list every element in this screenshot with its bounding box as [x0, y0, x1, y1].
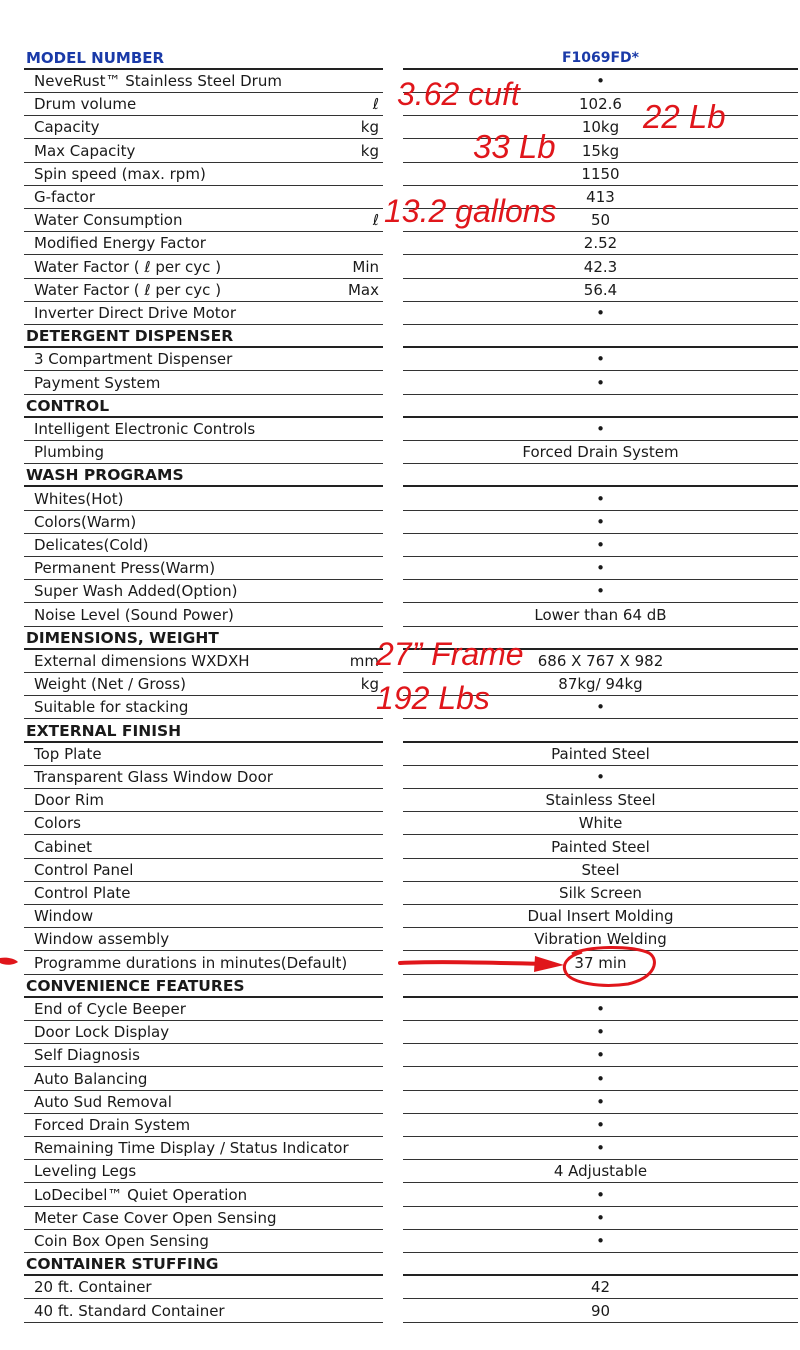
label-cell: [24, 395, 383, 418]
table-row: [0, 348, 800, 371]
spec-value: 2.52: [583, 234, 618, 253]
table-row: [0, 302, 800, 325]
value-cell: [403, 372, 798, 395]
spec-value: •: [596, 1000, 605, 1018]
label-cell: [24, 163, 383, 186]
spec-value: •: [596, 1023, 605, 1042]
spec-unit: Min: [352, 257, 379, 276]
value-cell: [403, 256, 798, 279]
spec-label: Door Lock Display: [34, 1023, 170, 1042]
spec-value: Silk Screen: [559, 884, 642, 902]
spec-label: NeveRust™ Stainless Steel Drum: [34, 72, 282, 90]
spec-value: •: [596, 698, 605, 717]
spec-label: Control Panel: [34, 860, 134, 879]
section-header-row: [0, 395, 800, 418]
spec-label: Window assembly: [34, 930, 170, 949]
label-cell: [24, 604, 383, 627]
spec-value: •: [596, 768, 605, 786]
spec-value: 686 X 767 X 982: [537, 652, 664, 670]
model-header-label-cell: [24, 47, 383, 70]
table-row: [0, 1091, 800, 1114]
table-row: [0, 140, 800, 163]
spec-label: 3 Compartment Dispenser: [34, 350, 233, 369]
spec-value: •: [596, 373, 605, 392]
section-header-row: [0, 975, 800, 998]
spec-value: 10kg: [581, 118, 620, 137]
table-row: [0, 488, 800, 511]
table-row: [0, 163, 800, 186]
table-row: [0, 743, 800, 766]
value-cell: [403, 905, 798, 928]
label-cell: [24, 1021, 383, 1044]
table-row: [0, 812, 800, 835]
label-cell: [24, 418, 383, 441]
label-cell: [24, 557, 383, 580]
spec-value: 42.3: [583, 257, 618, 276]
table-row: [0, 952, 800, 975]
label-cell: [24, 302, 383, 325]
spec-value: •: [596, 304, 605, 322]
value-cell: [403, 395, 798, 418]
spec-value: 87kg/ 94kg: [558, 675, 643, 694]
value-cell: [403, 557, 798, 580]
spec-unit: kg: [360, 141, 379, 160]
label-cell: [24, 93, 383, 116]
section-header-row: [0, 1253, 800, 1276]
table-row: [0, 1044, 800, 1067]
spec-value: Forced Drain System: [522, 443, 679, 462]
spec-value: •: [596, 1069, 605, 1088]
section-title: EXTERNAL FINISH: [26, 721, 182, 740]
spec-label: External dimensions WXDXH: [34, 652, 250, 670]
table-row: [0, 1230, 800, 1253]
spec-value: 42: [590, 1278, 611, 1297]
value-cell: [403, 279, 798, 302]
spec-label: Intelligent Electronic Controls: [34, 420, 256, 438]
table-row: [0, 766, 800, 789]
model-number-label: MODEL NUMBER: [26, 49, 165, 67]
label-cell: [24, 325, 383, 348]
label-cell: [24, 186, 383, 209]
spec-value: •: [596, 512, 605, 531]
label-cell: [24, 511, 383, 534]
spec-label: Auto Sud Removal: [34, 1092, 172, 1111]
spec-label: Colors(Warm): [34, 512, 137, 531]
label-cell: [24, 232, 383, 255]
spec-label: Window: [34, 907, 94, 926]
spec-value: Stainless Steel: [545, 791, 656, 810]
spec-label: Control Plate: [34, 884, 131, 902]
spec-label: Noise Level (Sound Power): [34, 605, 234, 624]
spec-value: •: [596, 1232, 605, 1250]
label-cell: [24, 1253, 383, 1276]
spec-label: Whites(Hot): [34, 489, 124, 508]
label-cell: [24, 534, 383, 557]
label-cell: [24, 256, 383, 279]
spec-value: 4 Adjustable: [553, 1162, 648, 1181]
spec-label: 20 ft. Container: [34, 1278, 152, 1297]
label-cell: [24, 1137, 383, 1160]
spec-label: Forced Drain System: [34, 1116, 191, 1134]
value-cell: [403, 975, 798, 998]
spec-value: •: [596, 536, 605, 554]
spec-value: Vibration Welding: [534, 930, 667, 949]
spec-value: •: [596, 1139, 605, 1158]
spec-value: 413: [586, 188, 615, 206]
value-cell: [403, 1276, 798, 1299]
spec-label: Weight (Net / Gross): [34, 675, 186, 694]
label-cell: [24, 488, 383, 511]
value-cell: [403, 348, 798, 371]
label-cell: [24, 441, 383, 464]
label-cell: [24, 882, 383, 905]
table-row: [0, 534, 800, 557]
value-cell: [403, 859, 798, 882]
spec-value: 15kg: [581, 141, 620, 160]
spec-value: •: [596, 1208, 605, 1227]
label-cell: [24, 859, 383, 882]
value-cell: [403, 140, 798, 163]
label-cell: [24, 580, 383, 603]
value-cell: [403, 720, 798, 743]
label-cell: [24, 836, 383, 859]
spec-unit: ℓ: [372, 211, 379, 230]
spec-label: Water Factor ( ℓ per cyc ): [34, 280, 222, 299]
table-row: [0, 1184, 800, 1207]
annotation-water: 13.2 gallons: [384, 193, 557, 229]
spec-label: Suitable for stacking: [34, 698, 189, 717]
spec-value: 50: [590, 211, 611, 230]
table-row: [0, 1021, 800, 1044]
value-cell: [403, 743, 798, 766]
spec-label: Meter Case Cover Open Sensing: [34, 1208, 277, 1227]
table-row: [0, 604, 800, 627]
spec-label: Door Rim: [34, 791, 105, 810]
table-row: [0, 998, 800, 1021]
spec-unit: kg: [360, 118, 379, 137]
spec-value: •: [596, 350, 605, 369]
label-cell: [24, 372, 383, 395]
table-row: [0, 256, 800, 279]
value-cell: [403, 882, 798, 905]
table-row: [0, 1300, 800, 1323]
spec-label: Water Factor ( ℓ per cyc ): [34, 257, 222, 276]
value-cell: [403, 1137, 798, 1160]
spec-value: •: [596, 1185, 605, 1204]
spec-label: Inverter Direct Drive Motor: [34, 304, 237, 322]
table-row: [0, 557, 800, 580]
spec-value: •: [596, 559, 605, 578]
value-cell: [403, 1160, 798, 1183]
value-cell: [403, 302, 798, 325]
value-cell: [403, 1068, 798, 1091]
spec-label: End of Cycle Beeper: [34, 1000, 186, 1018]
spec-label: Modified Energy Factor: [34, 234, 206, 253]
value-cell: [403, 1021, 798, 1044]
value-cell: [403, 534, 798, 557]
table-row: [0, 1068, 800, 1091]
table-row: [0, 418, 800, 441]
table-row: [0, 441, 800, 464]
value-cell: [403, 511, 798, 534]
spec-label: Coin Box Open Sensing: [34, 1232, 209, 1250]
label-cell: [24, 1207, 383, 1230]
spec-value: •: [596, 1046, 605, 1065]
spec-value: 56.4: [583, 280, 618, 299]
label-cell: [24, 1044, 383, 1067]
model-number-value: F1069FD*: [561, 50, 640, 66]
table-row: [0, 928, 800, 951]
label-cell: [24, 1068, 383, 1091]
value-cell: [403, 952, 798, 975]
value-cell: [403, 1253, 798, 1276]
table-row: [0, 1160, 800, 1183]
label-cell: [24, 812, 383, 835]
spec-label: LoDecibel™ Quiet Operation: [34, 1185, 248, 1204]
label-cell: [24, 1276, 383, 1299]
label-cell: [24, 1184, 383, 1207]
value-cell: [403, 1207, 798, 1230]
label-cell: [24, 952, 383, 975]
spec-value: •: [596, 1116, 605, 1134]
spec-value: Dual Insert Molding: [527, 907, 674, 926]
spec-value: 102.6: [579, 95, 622, 114]
spec-label: Top Plate: [34, 744, 102, 763]
table-row: [0, 859, 800, 882]
label-cell: [24, 1160, 383, 1183]
value-cell: [403, 766, 798, 789]
spec-label: G-factor: [34, 188, 95, 206]
label-cell: [24, 1300, 383, 1323]
spec-value: Painted Steel: [551, 837, 650, 856]
spec-label: Delicates(Cold): [34, 536, 149, 554]
annotation-max-capacity: 33 Lb: [473, 128, 556, 165]
section-title: DIMENSIONS, WEIGHT: [26, 628, 219, 647]
table-row: [0, 836, 800, 859]
spec-value: •: [596, 582, 605, 601]
value-cell: [403, 441, 798, 464]
table-row: [0, 882, 800, 905]
section-header-row: [0, 720, 800, 743]
value-cell: [403, 1300, 798, 1323]
label-cell: [24, 998, 383, 1021]
value-cell: [403, 604, 798, 627]
label-cell: [24, 905, 383, 928]
spec-label: Programme durations in minutes(Default): [34, 953, 348, 972]
section-header-row: [0, 464, 800, 487]
model-header-row: [0, 47, 800, 70]
spec-label: Spin speed (max. rpm): [34, 164, 206, 183]
label-cell: [24, 975, 383, 998]
spec-value: 1150: [581, 164, 620, 183]
table-row: [0, 580, 800, 603]
spec-label: Permanent Press(Warm): [34, 559, 216, 578]
annotation-weight: 192 Lbs: [376, 680, 490, 716]
spec-label: Max Capacity: [34, 141, 136, 160]
spec-unit: ℓ: [372, 95, 379, 114]
annotation-drum-volume: 3.62 cuft: [397, 76, 520, 112]
spec-value: Lower than 64 dB: [534, 605, 667, 624]
value-cell: [403, 232, 798, 255]
spec-value: •: [596, 72, 605, 90]
annotation-capacity: 22 Lb: [643, 98, 726, 135]
spec-value: •: [596, 1092, 605, 1111]
spec-label: Auto Balancing: [34, 1069, 148, 1088]
annotation-frame: 27” Frame: [376, 636, 524, 672]
label-cell: [24, 140, 383, 163]
label-cell: [24, 1114, 383, 1137]
table-row: [0, 1276, 800, 1299]
spec-unit: Max: [347, 280, 379, 299]
spec-value: 37 min: [574, 953, 627, 972]
value-cell: [403, 163, 798, 186]
value-cell: [403, 418, 798, 441]
label-cell: [24, 279, 383, 302]
label-cell: [24, 1230, 383, 1253]
section-title: CONVENIENCE FEATURES: [26, 976, 245, 995]
model-header-value-cell: [403, 47, 798, 70]
value-cell: [403, 1114, 798, 1137]
section-title: CONTAINER STUFFING: [26, 1255, 219, 1274]
table-row: [0, 1114, 800, 1137]
spec-label: Super Wash Added(Option): [34, 582, 238, 601]
spec-value: Painted Steel: [551, 744, 650, 763]
label-cell: [24, 627, 383, 650]
section-title: CONTROL: [26, 396, 110, 415]
spec-label: Payment System: [34, 373, 161, 392]
spec-unit: mm: [349, 652, 379, 670]
spec-label: Transparent Glass Window Door: [34, 768, 273, 786]
value-cell: [403, 1091, 798, 1114]
spec-value: •: [596, 420, 605, 438]
label-cell: [24, 673, 383, 696]
spec-value: White: [578, 814, 623, 833]
table-row: [0, 905, 800, 928]
label-cell: [24, 1091, 383, 1114]
spec-value: Steel: [581, 860, 620, 879]
spec-label: Leveling Legs: [34, 1162, 137, 1181]
spec-label: Plumbing: [34, 443, 105, 462]
value-cell: [403, 1184, 798, 1207]
table-row: [0, 511, 800, 534]
value-cell: [403, 1044, 798, 1067]
spec-label: Water Consumption: [34, 211, 183, 230]
spec-label: Colors: [34, 814, 81, 833]
spec-label: 40 ft. Standard Container: [34, 1301, 225, 1320]
spec-label: Drum volume: [34, 95, 137, 114]
value-cell: [403, 488, 798, 511]
section-title: DETERGENT DISPENSER: [26, 327, 234, 346]
value-cell: [403, 580, 798, 603]
spec-unit: kg: [360, 675, 379, 694]
label-cell: [24, 116, 383, 139]
value-cell: [403, 116, 798, 139]
label-cell: [24, 720, 383, 743]
table-row: [0, 1137, 800, 1160]
spec-label: Self Diagnosis: [34, 1046, 140, 1065]
spec-label: Remaining Time Display / Status Indicator: [34, 1139, 349, 1158]
table-row: [0, 1207, 800, 1230]
label-cell: [24, 696, 383, 719]
table-row: [0, 279, 800, 302]
spec-label: Capacity: [34, 118, 100, 137]
spec-label: Cabinet: [34, 837, 92, 856]
value-cell: [403, 836, 798, 859]
section-title: WASH PROGRAMS: [26, 466, 184, 485]
spec-value: 90: [590, 1301, 611, 1320]
value-cell: [403, 325, 798, 348]
table-row: [0, 789, 800, 812]
label-cell: [24, 209, 383, 232]
label-cell: [24, 766, 383, 789]
label-cell: [24, 70, 383, 93]
label-cell: [24, 928, 383, 951]
value-cell: [403, 998, 798, 1021]
label-cell: [24, 348, 383, 371]
spec-value: •: [596, 489, 605, 508]
label-cell: [24, 464, 383, 487]
section-header-row: [0, 325, 800, 348]
table-row: [0, 372, 800, 395]
value-cell: [403, 464, 798, 487]
value-cell: [403, 812, 798, 835]
label-cell: [24, 743, 383, 766]
value-cell: [403, 789, 798, 812]
value-cell: [403, 928, 798, 951]
label-cell: [24, 789, 383, 812]
table-row: [0, 232, 800, 255]
label-cell: [24, 650, 383, 673]
value-cell: [403, 1230, 798, 1253]
